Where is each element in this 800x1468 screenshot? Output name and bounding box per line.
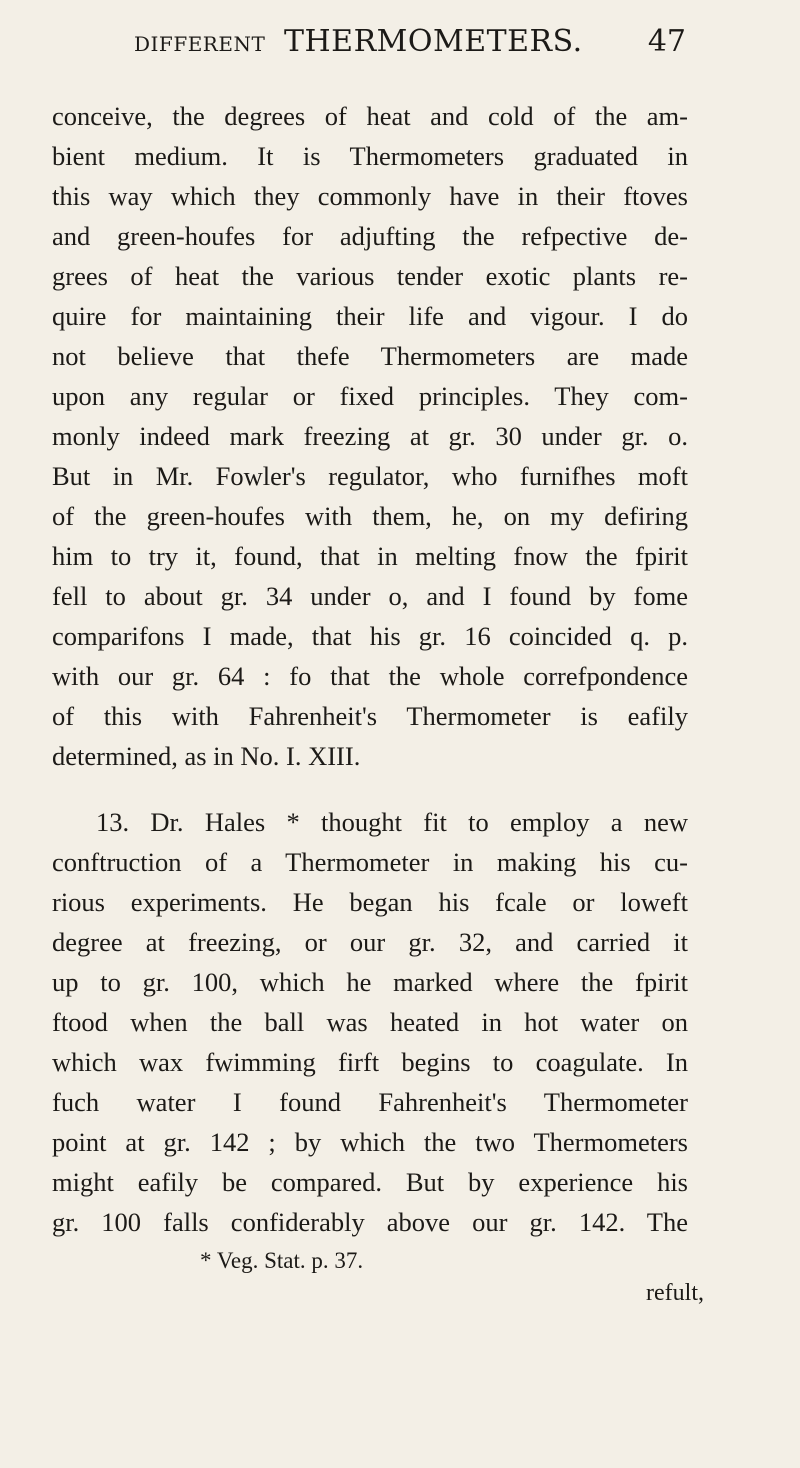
text-line: rious experiments. He began his fcale or loweft [52,887,688,917]
text-line: conftruction of a Thermometer in making his cu- [52,847,688,877]
paragraph-2 [52,802,688,1242]
running-header [112,16,692,72]
text-line: which wax fwimming firft begins to coagulate. In [52,1047,688,1077]
text-line: But in Mr. Fowler's regulator, who furnifhes moft [52,461,688,491]
text-line: and green-houfes for adjufting the refpective de- [52,221,688,251]
text-line: might eafily be compared. But by experience his [52,1167,688,1197]
text-line: with our gr. 64 : fo that the whole correfpondence [52,661,688,691]
text-line: not believe that thefe Thermometers are made [52,341,688,371]
text-line: gr. 100 falls confiderably above our gr. 142. The [52,1207,688,1237]
catchword: refult, [646,1280,704,1306]
header-left-word: DIFFERENT [134,32,266,56]
body-text [52,96,688,1242]
text-line: quire for maintaining their life and vigour. I do [52,301,688,331]
text-line: point at gr. 142 ; by which the two Thermometers [52,1127,688,1157]
text-line: of the green-houfes with them, he, on my defiring [52,501,688,531]
paragraph-1 [52,96,688,776]
text-line: up to gr. 100, which he marked where the fpirit [52,967,688,997]
text-line: conceive, the degrees of heat and cold of the am- [52,101,688,131]
text-line: fell to about gr. 34 under o, and I found by fome [52,581,688,611]
text-line: grees of heat the various tender exotic plants re- [52,261,688,291]
text-line: monly indeed mark freezing at gr. 30 under gr. o. [52,421,688,451]
text-line: comparifons I made, that his gr. 16 coincided q. p. [52,621,688,651]
text-line: this way which they commonly have in their ftoves [52,181,688,211]
text-line: degree at freezing, or our gr. 32, and carried it [52,927,688,957]
text-line: 13. Dr. Hales * thought fit to employ a new [96,807,688,837]
text-line: him to try it, found, that in melting fnow the fpirit [52,541,688,571]
text-line: upon any regular or fixed principles. They com- [52,381,688,411]
text-line: bient medium. It is Thermometers graduated in [52,141,688,171]
text-line: ftood when the ball was heated in hot water on [52,1007,688,1037]
text-line: of this with Fahrenheit's Thermometer is eafily [52,701,688,731]
header-title: THERMOMETERS. [284,24,583,59]
text-line: fuch water I found Fahrenheit's Thermometer [52,1087,688,1117]
paragraph-gap [52,776,688,802]
text-line: determined, as in No. I. XIII. [52,741,361,771]
footnote: * Veg. Stat. p. 37. [200,1248,364,1273]
page-number: 47 [647,24,686,59]
